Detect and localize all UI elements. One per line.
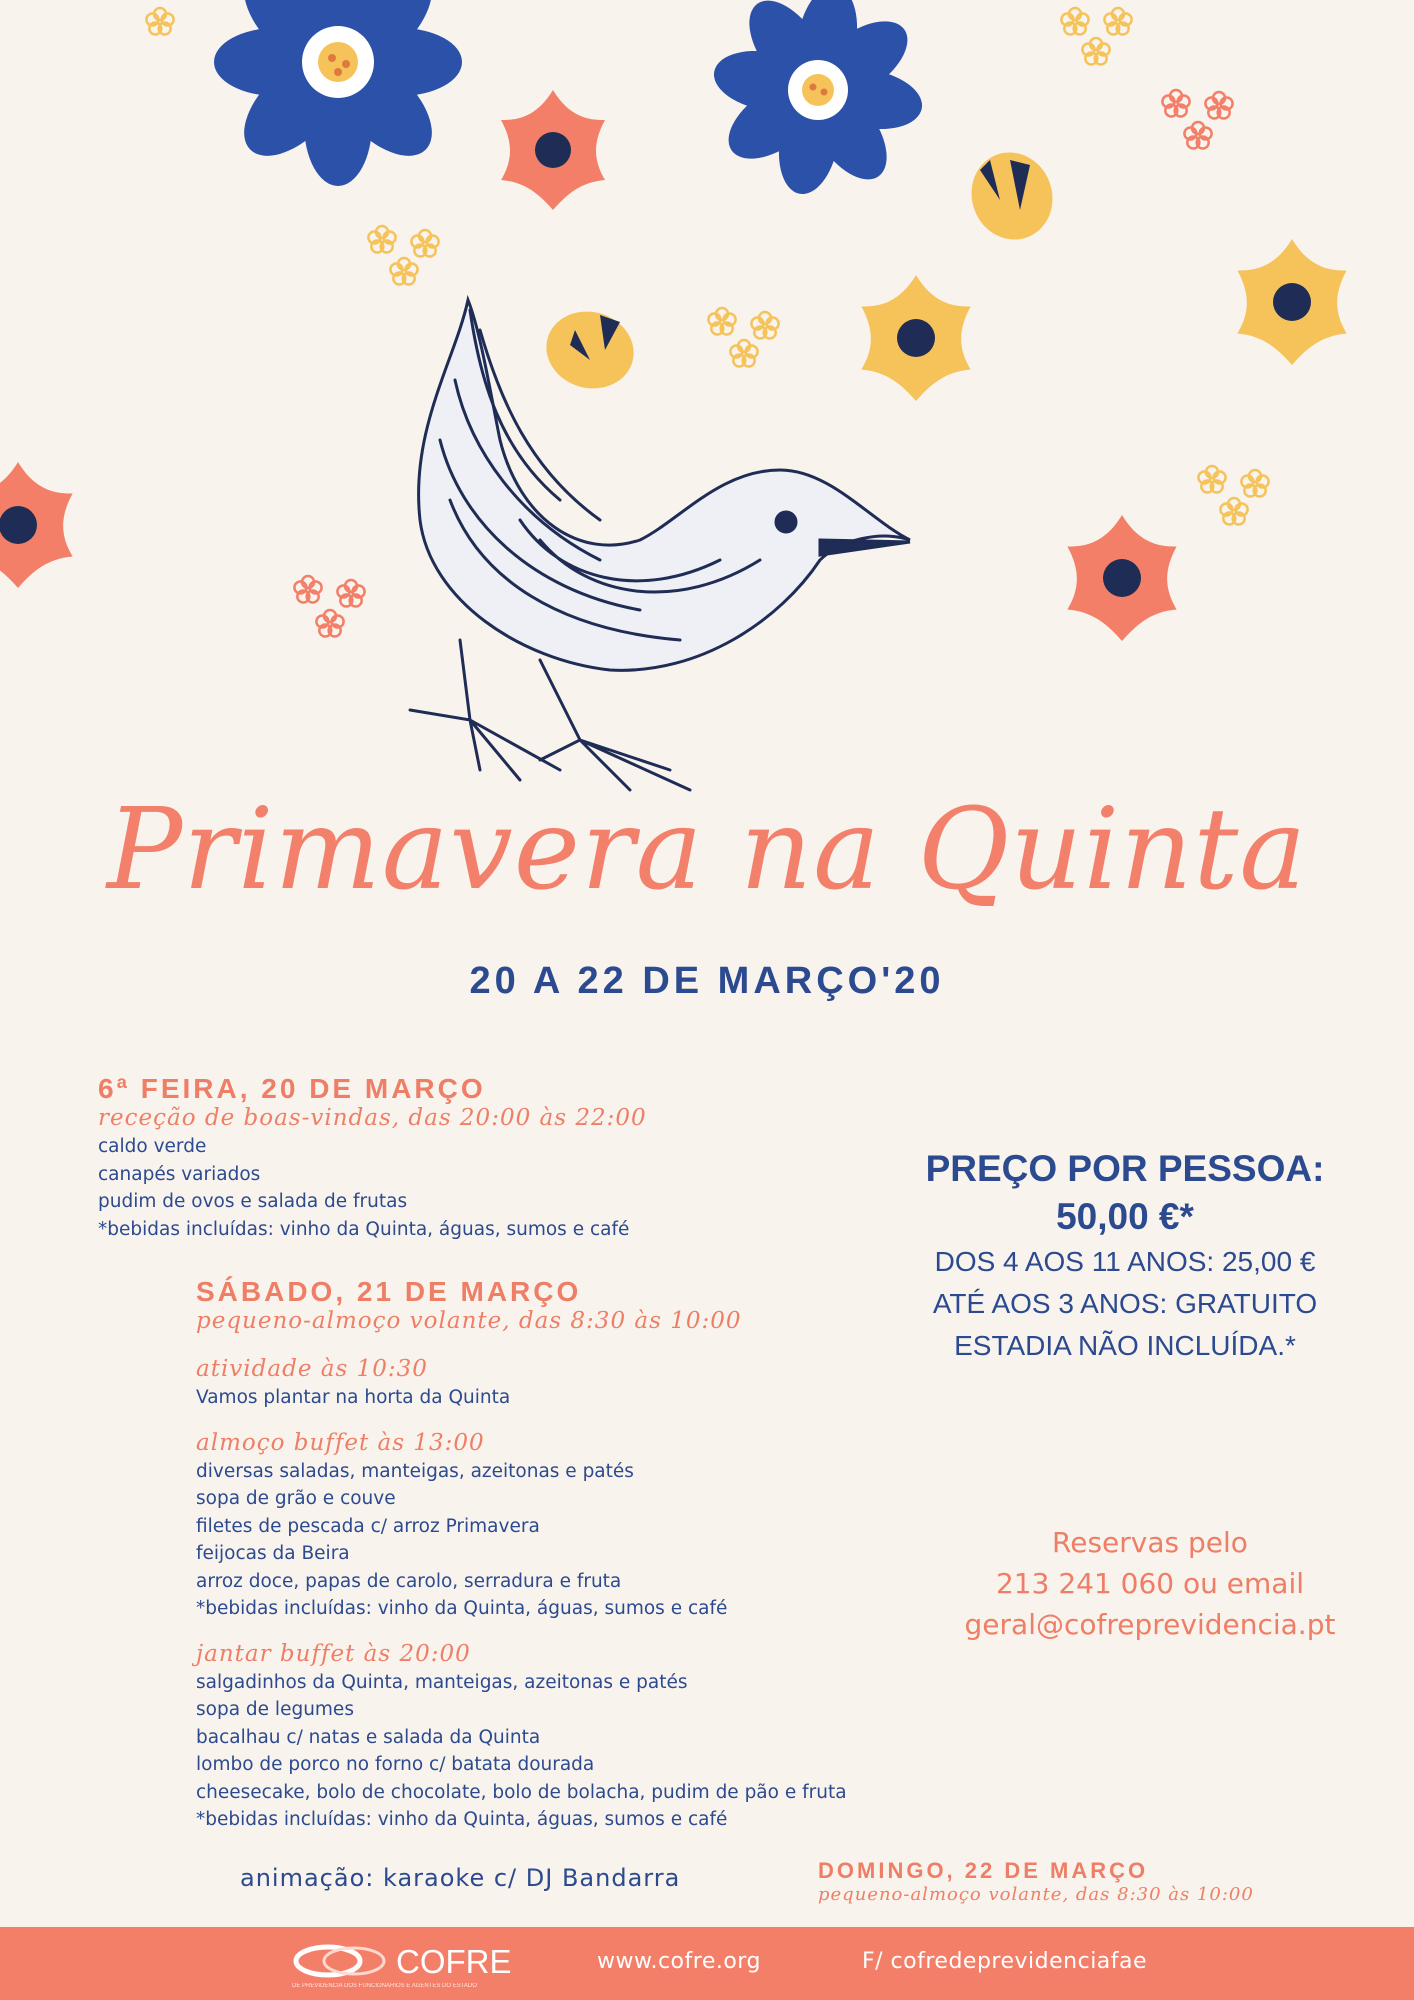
section-subtitle: receção de boas-vindas, das 20:00 às 22:00 xyxy=(98,1105,647,1131)
flower-icon xyxy=(861,239,1346,401)
list-item: pudim de ovos e salada de frutas xyxy=(98,1191,408,1212)
reservations-info xyxy=(930,1522,1370,1645)
list-item: filetes de pescada c/ arroz Primavera xyxy=(196,1515,540,1537)
section-subtitle: pequeno-almoço volante, das 8:30 às 10:00 xyxy=(818,1884,1254,1905)
list-item: caldo verde xyxy=(98,1136,207,1157)
flower-icon xyxy=(214,0,462,186)
logo-text: COFRE xyxy=(396,1943,512,1980)
price-value: 50,00 €* xyxy=(1056,1196,1194,1237)
website-link[interactable]: www.cofre.org xyxy=(597,1949,761,1974)
menu-list xyxy=(98,1133,647,1243)
flower-bird-illustration xyxy=(0,0,1414,830)
list-item: *bebidas incluídas: vinho da Quinta, águas, sumos e café xyxy=(196,1809,728,1830)
section-subtitle: pequeno-almoço volante, das 8:30 às 10:00 xyxy=(196,1308,742,1334)
list-item: cheesecake, bolo de chocolate, bolo de bolacha, pudim de pão e fruta xyxy=(196,1781,847,1803)
menu-list xyxy=(196,1669,847,1834)
list-item: sopa de grão e couve xyxy=(196,1488,396,1509)
day-title: 6ª FEIRA, 20 DE MARÇO xyxy=(98,1073,486,1104)
list-item: arroz doce, papas de carolo, serradura e fruta xyxy=(196,1570,622,1592)
reservations-email[interactable]: geral@cofreprevidencia.pt xyxy=(964,1608,1336,1641)
list-item: *bebidas incluídas: vinho da Quinta, águas, sumos e café xyxy=(98,1218,630,1240)
list-item: salgadinhos da Quinta, manteigas, azeitonas e patés xyxy=(196,1671,688,1693)
list-item: sopa de legumes xyxy=(196,1699,354,1720)
flower-icon xyxy=(709,0,927,199)
day-title: SÁBADO, 21 DE MARÇO xyxy=(196,1276,582,1307)
entertainment-note: animação: karaoke c/ DJ Bandarra xyxy=(240,1864,681,1892)
cofre-logo xyxy=(292,1939,532,1995)
menu-list xyxy=(196,1384,847,1412)
list-item: Vamos plantar na horta da Quinta xyxy=(196,1387,511,1408)
reservations-phone: 213 241 060 ou email xyxy=(995,1567,1305,1600)
price-box xyxy=(860,1145,1390,1367)
price-heading: PREÇO POR PESSOA: xyxy=(925,1148,1325,1189)
list-item: feijocas da Beira xyxy=(196,1543,350,1564)
activity-section xyxy=(196,1356,847,1412)
lunch-section xyxy=(196,1430,847,1623)
dinner-section xyxy=(196,1641,847,1834)
page-title: Primavera na Quinta xyxy=(106,785,1308,915)
list-item: bacalhau c/ natas e salada da Quinta xyxy=(196,1726,541,1748)
list-item: *bebidas incluídas: vinho da Quinta, águas, sumos e café xyxy=(196,1598,728,1619)
day-friday xyxy=(98,1073,647,1243)
price-line: ESTADIA NÃO INCLUÍDA.* xyxy=(954,1330,1296,1361)
section-subtitle: atividade às 10:30 xyxy=(196,1356,428,1382)
list-item: diversas saladas, manteigas, azeitonas e patés xyxy=(196,1460,634,1482)
reservations-line: Reservas pelo xyxy=(1052,1526,1248,1559)
price-line: ATÉ AOS 3 ANOS: GRATUITO xyxy=(932,1288,1318,1319)
list-item: lombo de porco no forno c/ batata dourada xyxy=(196,1754,595,1775)
logo-subtext: DE PREVIDÊNCIA DOS FUNCIONÁRIOS E AGENTES DO ESTADO xyxy=(292,1983,477,1989)
logo-icon xyxy=(292,1939,392,1983)
day-sunday xyxy=(818,1858,1254,1905)
price-line: DOS 4 AOS 11 ANOS: 25,00 € xyxy=(934,1246,1316,1277)
event-dates: 20 A 22 DE MARÇO'20 xyxy=(469,960,945,1002)
day-saturday xyxy=(196,1276,847,1834)
section-subtitle: almoço buffet às 13:00 xyxy=(196,1429,485,1456)
list-item: canapés variados xyxy=(98,1163,261,1185)
footer-bar xyxy=(0,1927,1414,2000)
facebook-link[interactable]: F/ cofredeprevidenciafae xyxy=(862,1949,1148,1974)
section-subtitle: jantar buffet às 20:00 xyxy=(196,1640,471,1667)
day-title: DOMINGO, 22 DE MARÇO xyxy=(818,1858,1149,1883)
bird-icon xyxy=(410,300,910,790)
menu-list xyxy=(196,1458,847,1623)
